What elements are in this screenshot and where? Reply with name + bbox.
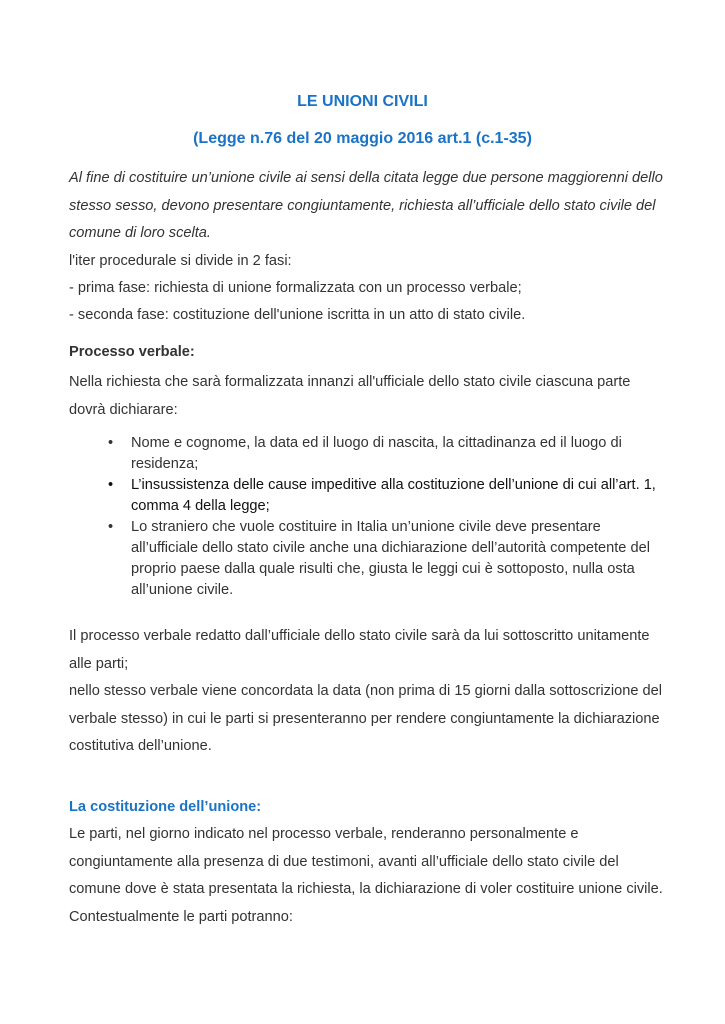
document-subtitle: (Legge n.76 del 20 maggio 2016 art.1 (c.1-35)	[193, 130, 532, 147]
iter-line: - prima fase: richiesta di unione formalizzata con un processo verbale;	[69, 280, 522, 296]
declaration-list	[106, 433, 666, 601]
verbale-heading: Processo verbale:	[69, 344, 195, 360]
document-title: LE UNIONI CIVILI	[297, 93, 428, 110]
list-item-text: L’insussistenza delle cause impeditive alla costituzione dell’unione di cui all’art. 1, comma 4 della legge;	[131, 477, 656, 514]
iter-section	[69, 248, 669, 329]
list-item	[106, 433, 666, 475]
verbale-paragraph: Nella richiesta che sarà formalizzata innanzi all'ufficiale dello stato civile ciascuna parte dovrà dichiarare:	[69, 374, 631, 418]
costituzione-paragraph: Le parti, nel giorno indicato nel processo verbale, renderanno personalmente e congiuntamente alla presenza di due testimoni, avanti all’ufficiale dello stato civile del comune dove è stata presentata la richiesta, la dichiarazione di voler costituire unione civile. Contestualmente le parti potranno:	[69, 826, 663, 925]
list-item-text: Lo straniero che vuole costituire in Italia un’unione civile deve presentare all’ufficiale dello stato civile anche una dichiarazione dell’autorità competente del proprio paese dalla quale risulti che, giusta le leggi cui è sottoposto, nulla osta all’unione civile.	[131, 519, 650, 598]
list-item	[106, 475, 666, 517]
costituzione-heading: La costituzione dell’unione:	[69, 799, 262, 815]
iter-line: - seconda fase: costituzione dell'unione iscritta in un atto di stato civile.	[69, 307, 526, 323]
verbale-signature-paragraph: Il processo verbale redatto dall’ufficiale dello stato civile sarà da lui sottoscritto unitamente alle parti; nello stesso verbale viene concordata la data (non prima di 15 giorni dalla sottoscrizione del verbale stesso) in cui le parti si presenteranno per rendere congiuntamente la dichiarazione costitutiva dell’unione.	[69, 628, 663, 754]
bullet-icon: •	[108, 519, 114, 535]
iter-line: l'iter procedurale si divide in 2 fasi:	[69, 253, 292, 269]
bullet-icon: •	[108, 477, 114, 493]
list-item-text: Nome e cognome, la data ed il luogo di nascita, la cittadinanza ed il luogo di residenza;	[131, 435, 622, 472]
intro-paragraph: Al fine di costituire un’unione civile ai sensi della citata legge due persone maggiorenni dello stesso sesso, devono presentare congiuntamente, richiesta all’ufficiale dello stato civile del comune di loro scelta.	[69, 170, 663, 241]
bullet-icon: •	[108, 435, 114, 451]
list-item	[106, 517, 666, 601]
